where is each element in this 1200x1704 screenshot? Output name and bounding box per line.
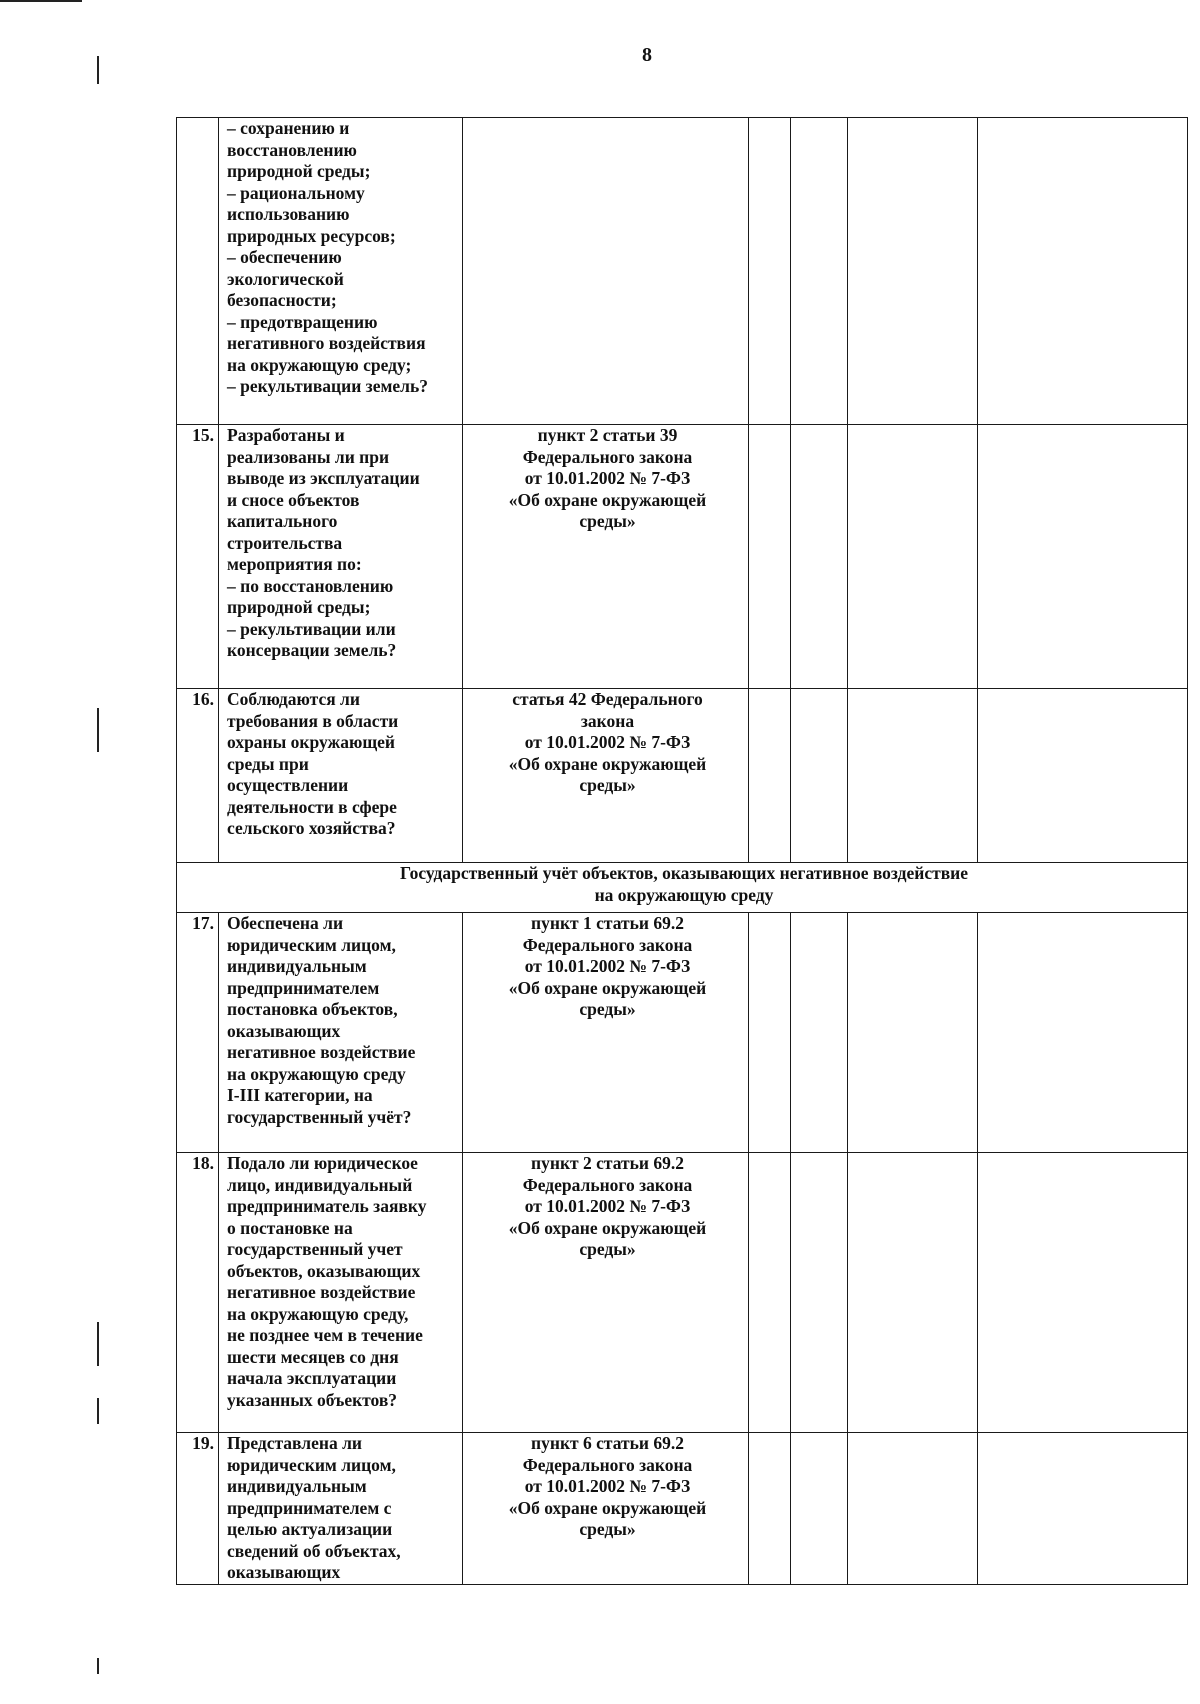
answer-cell-not-applicable[interactable] (848, 1153, 978, 1433)
notes-cell[interactable] (978, 913, 1188, 1153)
answer-cell-not-applicable[interactable] (848, 1433, 978, 1585)
answer-cell-not-applicable[interactable] (848, 425, 978, 689)
table-row (177, 1433, 1188, 1585)
question-cell: Подало ли юридическое лицо, индивидуальный предприниматель заявку о постановке на государственный учет объектов, оказывающих негативное воздействие на окружающую среду, не позднее чем в течение шести месяцев со дня начала эксплуатации указанных объектов? (219, 1153, 463, 1433)
notes-cell[interactable] (978, 689, 1188, 863)
legal-reference-cell: статья 42 Федерального закона от 10.01.2002 № 7-ФЗ «Об охране окружающей среды» (463, 689, 749, 863)
answer-cell-yes[interactable] (749, 913, 791, 1153)
scan-edge-mark (97, 1658, 99, 1674)
question-cell: Обеспечена ли юридическим лицом, индивидуальным предпринимателем постановка объектов, оказывающих негативное воздействие на окружающую среду I-III категории, на государственный учёт? (219, 913, 463, 1153)
question-cell: Соблюдаются ли требования в области охраны окружающей среды при осуществлении деятельности в сфере сельского хозяйства? (219, 689, 463, 863)
row-number: 18. (177, 1153, 219, 1433)
table-row (177, 425, 1188, 689)
legal-reference-cell: пункт 2 статьи 39 Федерального закона от 10.01.2002 № 7-ФЗ «Об охране окружающей среды» (463, 425, 749, 689)
notes-cell[interactable] (978, 118, 1188, 425)
row-number (177, 118, 219, 425)
table-row (177, 913, 1188, 1153)
question-cell: – сохранению и восстановлению природной среды; – рациональному использованию природных ресурсов; – обеспечению экологической безопасности; – предотвращению негативного воздействия на окружающую среду; – рекультивации земель? (219, 118, 463, 425)
answer-cell-yes[interactable] (749, 1153, 791, 1433)
question-cell: Разработаны и реализованы ли при выводе из эксплуатации и сносе объектов капитального строительства мероприятия по: – по восстановлению природной среды; – рекультивации или консервации земель? (219, 425, 463, 689)
scan-edge-mark (97, 1398, 99, 1424)
row-number: 16. (177, 689, 219, 863)
notes-cell[interactable] (978, 1153, 1188, 1433)
scan-edge-mark (97, 708, 99, 752)
section-heading: Государственный учёт объектов, оказывающих негативное воздействие на окружающую среду (177, 863, 1188, 913)
answer-cell-no[interactable] (791, 118, 848, 425)
row-number: 17. (177, 913, 219, 1153)
answer-cell-no[interactable] (791, 913, 848, 1153)
legal-reference-cell: пункт 1 статьи 69.2 Федерального закона от 10.01.2002 № 7-ФЗ «Об охране окружающей среды» (463, 913, 749, 1153)
question-cell: Представлена ли юридическим лицом, индивидуальным предпринимателем с целью актуализации сведений об объектах, оказывающих (219, 1433, 463, 1585)
legal-reference-cell (463, 118, 749, 425)
answer-cell-no[interactable] (791, 1433, 848, 1585)
answer-cell-no[interactable] (791, 689, 848, 863)
row-number: 15. (177, 425, 219, 689)
answer-cell-yes[interactable] (749, 118, 791, 425)
notes-cell[interactable] (978, 425, 1188, 689)
answer-cell-yes[interactable] (749, 1433, 791, 1585)
answer-cell-not-applicable[interactable] (848, 689, 978, 863)
answer-cell-not-applicable[interactable] (848, 913, 978, 1153)
answer-cell-yes[interactable] (749, 689, 791, 863)
row-number: 19. (177, 1433, 219, 1585)
table-row (177, 1153, 1188, 1433)
section-heading-row (177, 863, 1188, 913)
answer-cell-no[interactable] (791, 1153, 848, 1433)
checklist-table (176, 117, 1188, 1585)
answer-cell-yes[interactable] (749, 425, 791, 689)
answer-cell-not-applicable[interactable] (848, 118, 978, 425)
notes-cell[interactable] (978, 1433, 1188, 1585)
answer-cell-no[interactable] (791, 425, 848, 689)
legal-reference-cell: пункт 6 статьи 69.2 Федерального закона от 10.01.2002 № 7-ФЗ «Об охране окружающей среды» (463, 1433, 749, 1585)
table-row (177, 118, 1188, 425)
table-row (177, 689, 1188, 863)
page-number: 8 (642, 44, 652, 66)
scan-edge-mark (97, 1322, 99, 1366)
scan-edge-line (0, 0, 82, 2)
legal-reference-cell: пункт 2 статьи 69.2 Федерального закона от 10.01.2002 № 7-ФЗ «Об охране окружающей среды» (463, 1153, 749, 1433)
